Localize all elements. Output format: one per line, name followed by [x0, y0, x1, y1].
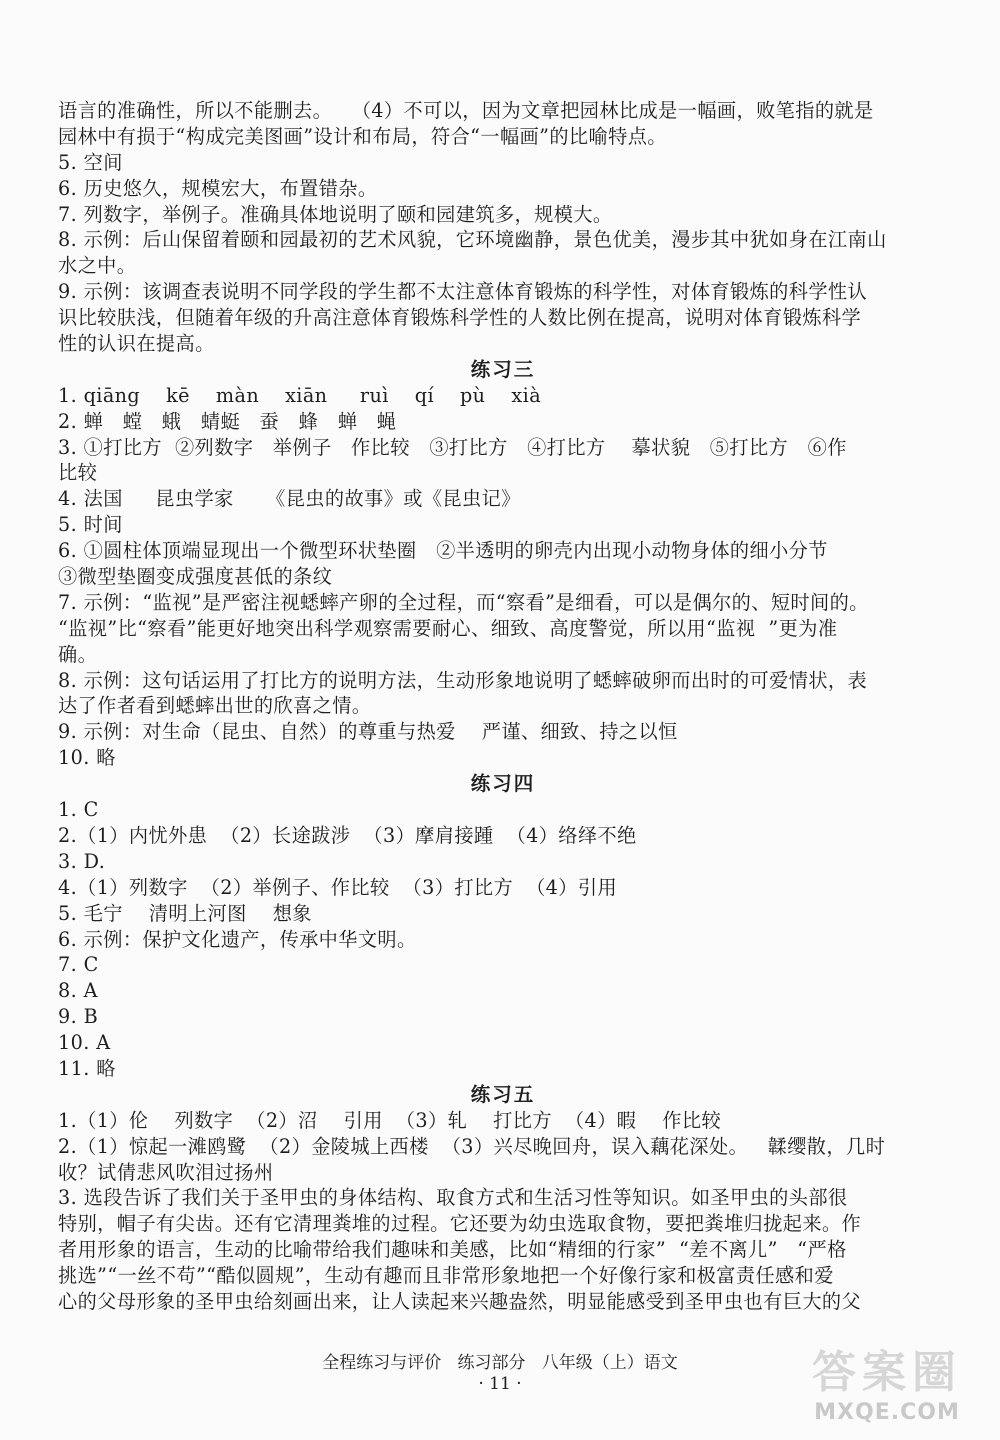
- page-footer: 全程练习与评价 练习部分 八年级（上）语文: [322, 1353, 678, 1373]
- text-line: 7. 列数字，举例子。准确具体地说明了颐和园建筑多，规模大。: [58, 202, 613, 226]
- text-line: 性的认识在提高。: [58, 332, 215, 356]
- page-content: [58, 98, 948, 1315]
- text-line: 语言的准确性，所以不能删去。 （4）不可以，因为文章把园林比成是一幅画，败笔指的就是: [58, 99, 874, 122]
- text-line: 4. 法国 昆虫学家 《昆虫的故事》或《昆虫记》: [58, 487, 521, 511]
- text-line: 7. C: [58, 953, 99, 977]
- text-line: 水之中。: [58, 254, 137, 278]
- text-line: 1. C: [58, 798, 99, 822]
- watermark-top-text: 答案圈: [812, 1347, 962, 1398]
- text-line: 比较: [58, 461, 98, 485]
- text-line: 9. 示例：该调查表说明不同学段的学生都不太注意体育锻炼的科学性，对体育锻炼的科学性认: [58, 280, 868, 304]
- text-line: 3. ①打比方 ②列数字 举例子 作比较 ③打比方 ④打比方 摹状貌 ⑤打比方 ⑥作: [58, 435, 847, 459]
- page-number: · 11 ·: [478, 1374, 522, 1394]
- text-line: 特别，帽子有尖齿。还有它清理粪堆的过程。它还要为幼虫选取食物，要把粪堆归拢起来。作: [58, 1212, 862, 1236]
- text-line: 2.（1）内忧外患 （2）长途跋涉 （3）摩肩接踵 （4）络绎不绝: [58, 823, 637, 847]
- text-line: 5. 时间: [58, 513, 123, 537]
- text-line: 10. 略: [58, 746, 116, 770]
- text-line: 11. 略: [58, 1056, 116, 1080]
- text-line: 3. D.: [58, 849, 106, 873]
- section-heading: 练习三: [470, 357, 536, 381]
- text-line: 8. 示例：后山保留着颐和园最初的艺术风貌，它环境幽静，景色优美，漫步其中犹如身在江南山: [58, 228, 887, 252]
- text-line: 心的父母形象的圣甲虫给刻画出来，让人读起来兴趣盎然，明显能感受到圣甲虫也有巨大的父: [58, 1289, 862, 1313]
- text-line: 园林中有损于“构成完美图画”设计和布局，符合“一幅画”的比喻特点。: [58, 124, 667, 148]
- text-line: 6. 历史悠久，规模宏大，布置错杂。: [58, 176, 378, 200]
- text-line: 5. 空间: [58, 150, 123, 174]
- text-line: 4.（1）列数字 （2）举例子、作比较 （3）打比方 （4）引用: [58, 875, 618, 899]
- text-line: 8. A: [58, 979, 98, 1003]
- text-line: 挑选”“一丝不苟”“酷似圆规”，生动有趣而且非常形象地把一个好像行家和极富责任感和爱: [58, 1264, 834, 1288]
- watermark-logo: [792, 1346, 982, 1432]
- text-line: 9. B: [58, 1005, 99, 1029]
- text-line: 识比较肤浅，但随着年级的升高注意体育锻炼科学性的人数比例在提高，说明对体育锻炼科学: [58, 306, 862, 330]
- text-line: 6. ①圆柱体顶端显现出一个微型环状垫圈 ②半透明的卵壳内出现小动物身体的细小分节: [58, 539, 828, 563]
- text-line: 确。: [58, 642, 98, 666]
- section-heading: 练习四: [470, 772, 536, 796]
- text-line: ③微型垫圈变成强度甚低的条纹: [58, 565, 333, 589]
- text-line: 5. 毛宁 清明上河图 想象: [58, 901, 312, 925]
- section-heading: 练习五: [470, 1082, 536, 1106]
- text-line: 2.（1）惊起一滩鸥鹭 （2）金陵城上西楼 （3）兴尽晚回舟，误入藕花深处。 韖缨散，几时: [58, 1134, 886, 1158]
- text-line: “监视”比“察看”能更好地突出科学观察需要耐心、细致、高度警觉，所以用“监视 ”更为准: [58, 616, 838, 640]
- watermark-bottom-text: MXQE.COM: [814, 1400, 960, 1425]
- text-line: 9. 示例：对生命（昆虫、自然）的尊重与热爱 严谨、细致、持之以恒: [58, 720, 678, 744]
- text-line: 3. 选段告诉了我们关于圣甲虫的身体结构、取食方式和生活习性等知识。如圣甲虫的头部很: [58, 1186, 848, 1210]
- text-line: 2. 蝉 螳 蛾 蜻蜓 蚕 蜂 蝉 蝇: [58, 409, 397, 433]
- text-line: 10. A: [58, 1031, 111, 1055]
- text-line: 1.（1）伦 列数字 （2）沼 引用 （3）轧 打比方 （4）暇 作比较: [58, 1108, 722, 1132]
- text-line: 6. 示例：保护文化遗产，传承中华文明。: [58, 927, 417, 951]
- text-line: 者用形象的语言，生动的比喻带给我们趣味和美感，比如“精细的行家” “差不离儿” “严格: [58, 1238, 847, 1262]
- text-line: 7. 示例：“监视”是严密注视蟋蟀产卵的全过程，而“察看”是细看，可以是偶尔的、短时间的。: [58, 590, 869, 614]
- text-line: 达了作者看到蟋蟀出世的欣喜之情。: [58, 694, 372, 718]
- text-line: 收？试倩悲风吹泪过扬州: [58, 1160, 274, 1184]
- text-line: 1. qiāng kē màn xiān ruì qí pù xià: [58, 383, 542, 407]
- text-line: 8. 示例：这句话运用了打比方的说明方法，生动形象地说明了蟋蟀破卵而出时的可爱情状，表: [58, 668, 868, 692]
